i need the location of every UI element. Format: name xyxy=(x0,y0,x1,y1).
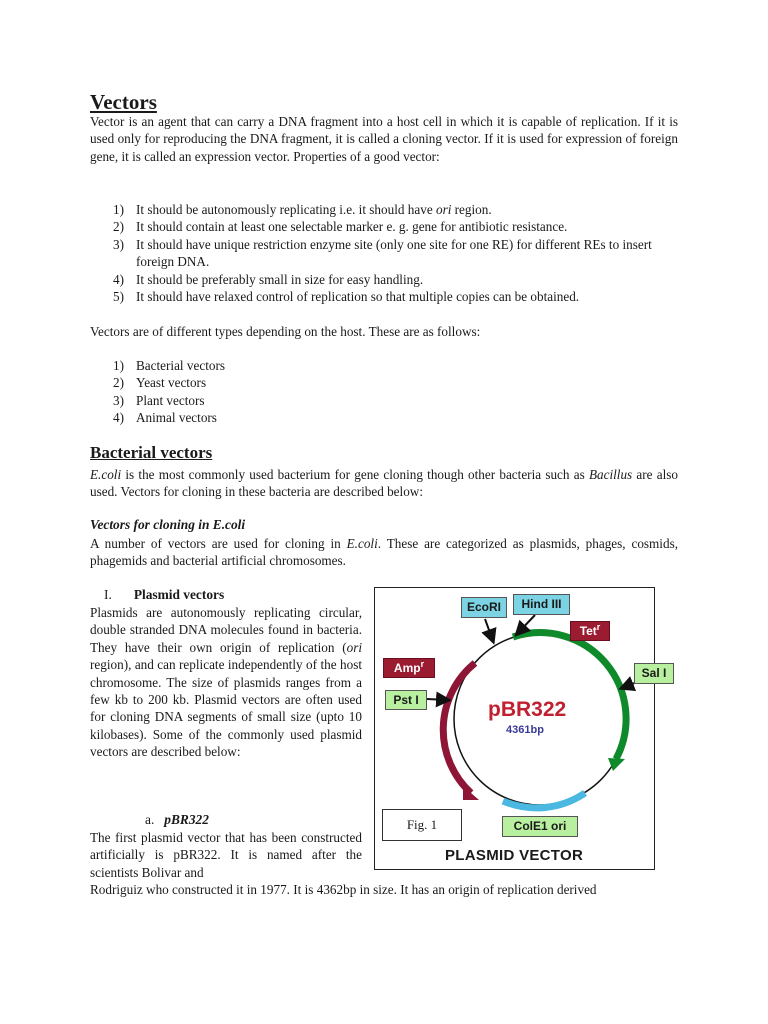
list-item: 1) It should be autonomously replicating i.e. it should have ori region. xyxy=(113,202,492,217)
figure-caption: PLASMID VECTOR xyxy=(445,847,584,864)
list-item: 4) Animal vectors xyxy=(113,410,217,426)
bacterial-paragraph: E.coli is the most commonly used bacterium for gene cloning though other bacteria such as Bacillus are also used. Vectors for cloning in these bacteria are described below: xyxy=(90,467,678,500)
pbr322-paragraph-cont: Rodriguiz who constructed it in 1977. It is 4362bp in size. It has an origin of replication derived xyxy=(90,882,597,897)
list-item: 4) It should be preferably small in size for easy handling. xyxy=(113,271,424,287)
types-intro: Vectors are of different types depending on the host. These are as follows: xyxy=(90,324,481,339)
ecori-pointer xyxy=(485,619,493,641)
plasmid-heading: I. Plasmid vectors xyxy=(104,587,225,602)
properties-list xyxy=(90,201,678,305)
section-heading-bacterial: Bacterial vectors xyxy=(90,443,213,462)
pbr322-paragraph: The first plasmid vector that has been constructed artificially is pBR322. It is named after the scientists Bolivar and xyxy=(90,830,362,880)
pst-label: Pst I xyxy=(385,690,427,710)
list-item: 2) It should contain at least one selectable marker e. g. gene for antibiotic resistance. xyxy=(113,219,568,235)
plasmid-paragraph: Plasmids are autonomously replicating circular, double stranded DNA molecules found in bacteria. They have their own origin of replication (ori region), and can replicate independently of the host chromosome. The size of plasmids ranges from a few kb to 200 kb. Plasmid vectors are often used for cloning DNA segments of small size (upto 10 kilobases). Some of the commonly used plasmid vectors are described below: xyxy=(90,605,362,760)
subheading-ecoli: Vectors for cloning in E.coli xyxy=(90,517,246,532)
list-item: 1) Bacterial vectors xyxy=(113,358,225,373)
page-title: Vectors xyxy=(90,90,157,114)
list-item: 3) It should have unique restriction enzyme site (only one site for one RE) for different REs to insert foreign DNA. xyxy=(113,236,652,270)
list-item: 5) It should have relaxed control of replication so that multiple copies can be obtained. xyxy=(113,289,580,305)
types-list xyxy=(90,357,490,427)
figure-number: Fig. 1 xyxy=(382,809,462,841)
amp-label: Amp$^r$ xyxy=(383,658,435,678)
ecori-label: EcoRI xyxy=(461,597,507,618)
tet-label: Tet$^r$ xyxy=(570,621,610,641)
hind-label: Hind III xyxy=(513,594,570,615)
intro-paragraph: Vector is an agent that can carry a DNA fragment into a host cell in which it is capable of replication. If it is used only for reproducing the DNA fragment, it is called a cloning vector. If it is used for expression of foreign gene, it is called an expression vector. Properties of a good vector: xyxy=(90,114,678,164)
pst-pointer xyxy=(427,699,448,700)
plasmid-size: 4361bp xyxy=(506,724,544,736)
amp-gene-arc xyxy=(443,663,475,793)
ori-arc xyxy=(503,793,585,808)
plasmid-figure xyxy=(374,587,667,870)
cole1-ori-label: ColE1 ori xyxy=(502,816,578,837)
list-item: 3) Plant vectors xyxy=(113,392,205,408)
tet-gene-arc xyxy=(513,633,626,759)
ecoli-paragraph: A number of vectors are used for cloning in E.coli. These are categorized as plasmids, phages, cosmids, phagemids and bacterial artificial chromosomes. xyxy=(90,536,678,569)
list-item: 2) Yeast vectors xyxy=(113,375,207,391)
sal-label: Sal I xyxy=(634,663,674,684)
plasmid-name: pBR322 xyxy=(488,698,567,721)
pbr322-subheading: a. pBR322 xyxy=(145,812,209,827)
